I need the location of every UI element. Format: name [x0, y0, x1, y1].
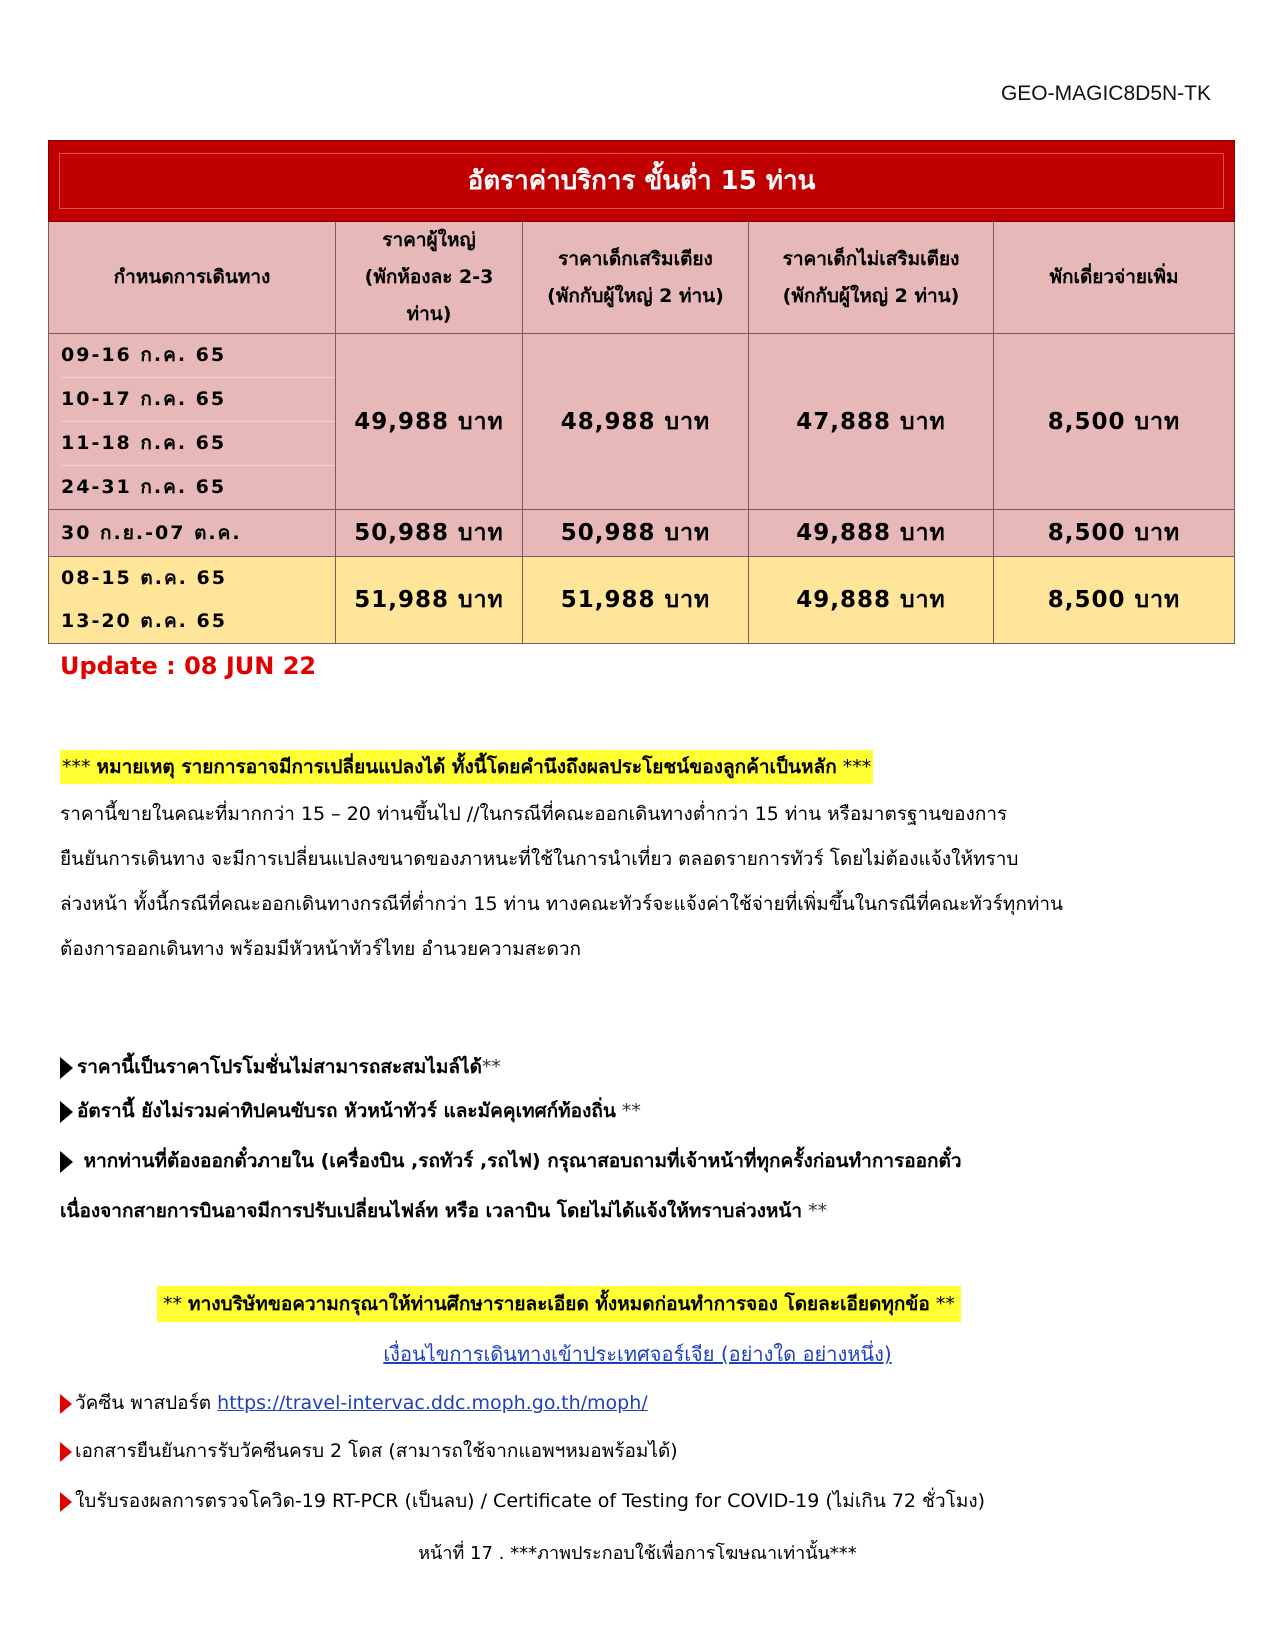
header-child-bed-line1: ราคาเด็กเสริมเตียง — [558, 247, 713, 270]
price-child-bed: 50,988 บาท — [523, 510, 749, 557]
paragraph-line: ราคานี้ขายในคณะที่มากกว่า 15 – 20 ท่านขึ้นไป //ในกรณีที่คณะออกเดินทางต่ำกว่า 15 ท่าน หรือมาตรฐานของการ — [60, 803, 1008, 825]
bullet-item — [60, 1146, 962, 1176]
dates-cell — [49, 557, 336, 644]
requirement-text: ใบรับรองผลการตรวจโควิด-19 RT-PCR (เป็นลบ) / Certificate of Testing for COVID-19 (ไม่เกิน 72 ชั่วโมง) — [75, 1490, 986, 1512]
paragraph-line: ต้องการออกเดินทาง พร้อมมีหัวหน้าทัวร์ไทย อำนวยความสะดวก — [60, 938, 582, 960]
requirement-item — [60, 1436, 678, 1466]
company-note-stars-close: ** — [929, 1293, 955, 1315]
header-child-nobed — [749, 222, 994, 334]
triangle-bullet-icon — [60, 1057, 73, 1079]
header-child-nobed-line1: ราคาเด็กไม่เสริมเตียง — [782, 247, 960, 270]
price-child-nobed: 47,888 บาท — [749, 334, 994, 510]
table-row — [49, 334, 1235, 510]
header-schedule: กำหนดการเดินทาง — [49, 222, 336, 334]
remark-stars-close: *** — [836, 756, 872, 778]
header-child-bed — [523, 222, 749, 334]
header-adult-line3: ท่าน) — [406, 303, 452, 325]
bullet-text: หากท่านที่ต้องออกตั๋วภายใน (เครื่องบิน ,รถทัวร์ ,รถไฟ) กรุณาสอบถามที่เจ้าหน้าที่ทุกครั้งก่อนทำการออกตั๋ว — [77, 1150, 962, 1172]
table-title-row — [49, 141, 1235, 222]
company-note-text: ทางบริษัทขอความกรุณาให้ท่านศึกษารายละเอียด ทั้งหมดก่อนทำการจอง โดยละเอียดทุกข้อ — [188, 1293, 930, 1315]
company-note — [157, 1286, 961, 1322]
price-table — [48, 140, 1235, 644]
requirement-item — [60, 1486, 985, 1516]
date-line: 11-18 ก.ค. 65 — [61, 422, 335, 466]
bullet-suffix: ** — [802, 1200, 828, 1222]
bullet-text: อัตรานี้ ยังไม่รวมค่าทิปคนขับรถ หัวหน้าทัวร์ และมัคคุเทศก์ท้องถิ่น — [77, 1100, 616, 1122]
price-child-nobed: 49,888 บาท — [749, 557, 994, 644]
price-child-nobed: 49,888 บาท — [749, 510, 994, 557]
remark-stars-open: *** — [62, 756, 97, 778]
price-adult: 49,988 บาท — [336, 334, 523, 510]
table-row — [49, 557, 1235, 644]
table-header-row — [49, 222, 1235, 334]
date-line: 13-20 ต.ค. 65 — [61, 610, 227, 632]
price-single: 8,500 บาท — [994, 510, 1235, 557]
paragraph-line: ยืนยันการเดินทาง จะมีการเปลี่ยนแปลงขนาดของภาหนะที่ใช้ในการนำเที่ยว ตลอดรายการทัวร์ โดยไม่ต้องแจ้งให้ทราบ — [60, 848, 1019, 870]
bullet-item — [60, 1096, 641, 1126]
header-adult-line2: (พักห้องละ 2-3 — [364, 266, 494, 288]
header-child-nobed-line2: (พักกับผู้ใหญ่ 2 ท่าน) — [782, 284, 960, 307]
header-single: พักเดี่ยวจ่ายเพิ่ม — [994, 222, 1235, 334]
remark-paragraph — [60, 792, 1220, 972]
company-note-stars-open: ** — [163, 1293, 189, 1315]
date-line: 08-15 ต.ค. 65 — [61, 567, 227, 589]
bullet-item — [60, 1052, 501, 1082]
dates-cell — [49, 334, 336, 510]
document-code: GEO-MAGIC8D5N-TK — [1000, 82, 1211, 105]
price-adult: 51,988 บาท — [336, 557, 523, 644]
header-adult — [336, 222, 523, 334]
red-triangle-bullet-icon — [60, 1492, 72, 1512]
dates-cell — [49, 510, 336, 557]
bullet-suffix: ** — [615, 1100, 641, 1122]
header-adult-line1: ราคาผู้ใหญ่ — [382, 229, 476, 251]
date-line: 09-16 ก.ค. 65 — [61, 334, 335, 378]
price-adult: 50,988 บาท — [336, 510, 523, 557]
conditions-link[interactable]: เงื่อนไขการเดินทางเข้าประเทศจอร์เจีย (อย่างใด อย่างหนึ่ง) — [383, 1342, 892, 1366]
price-child-bed: 48,988 บาท — [523, 334, 749, 510]
update-date: Update : 08 JUN 22 — [60, 652, 317, 680]
price-single: 8,500 บาท — [994, 334, 1235, 510]
requirement-text: วัคซีน พาสปอร์ต — [75, 1392, 218, 1414]
remark-heading — [60, 750, 873, 784]
price-child-bed: 51,988 บาท — [523, 557, 749, 644]
red-triangle-bullet-icon — [60, 1442, 72, 1462]
triangle-bullet-icon — [60, 1101, 73, 1123]
date-line: 24-31 ก.ค. 65 — [61, 476, 227, 498]
bullet-text: เนื่องจากสายการบินอาจมีการปรับเปลี่ยนไฟล์ท หรือ เวลาบิน โดยไม่ได้แจ้งให้ทราบล่วงหน้า — [60, 1200, 803, 1222]
date-line: 30 ก.ย.-07 ต.ค. — [61, 521, 242, 544]
remark-text: หมายเหตุ รายการอาจมีการเปลี่ยนแปลงได้ ทั้งนี้โดยคำนึงถึงผลประโยชน์ของลูกค้าเป็นหลัก — [96, 756, 837, 778]
bullet-text: ราคานี้เป็นราคาโปรโมชั่นไม่สามารถสะสมไมล์ได้ — [77, 1056, 482, 1078]
date-line: 10-17 ก.ค. 65 — [61, 378, 335, 422]
page-footer: หน้าที่ 17 . ***ภาพประกอบใช้เพื่อการโฆษณาเท่านั้น*** — [418, 1543, 857, 1564]
header-child-bed-line2: (พักกับผู้ใหญ่ 2 ท่าน) — [547, 284, 724, 307]
paragraph-line: ล่วงหน้า ทั้งนี้กรณีที่คณะออกเดินทางกรณีที่ต่ำกว่า 15 ท่าน ทางคณะทัวร์จะแจ้งค่าใช้จ่ายที่เพิ่มขึ้นในกรณีที่คณะทัวร์ทุกท่าน — [60, 893, 1064, 915]
table-title: อัตราค่าบริการ ขั้นต่ำ 15 ท่าน — [59, 153, 1224, 209]
requirement-item — [60, 1388, 648, 1418]
red-triangle-bullet-icon — [60, 1394, 72, 1414]
price-single: 8,500 บาท — [994, 557, 1235, 644]
vaccine-passport-link[interactable]: https://travel-intervac.ddc.moph.go.th/moph/ — [217, 1392, 648, 1414]
bullet-item-continued — [60, 1196, 827, 1226]
triangle-bullet-icon — [60, 1151, 73, 1173]
bullet-suffix: ** — [481, 1056, 501, 1078]
requirement-text: เอกสารยืนยันการรับวัคซีนครบ 2 โดส (สามารถใช้จากแอพฯหมอพร้อมได้) — [75, 1440, 678, 1462]
table-row — [49, 510, 1235, 557]
